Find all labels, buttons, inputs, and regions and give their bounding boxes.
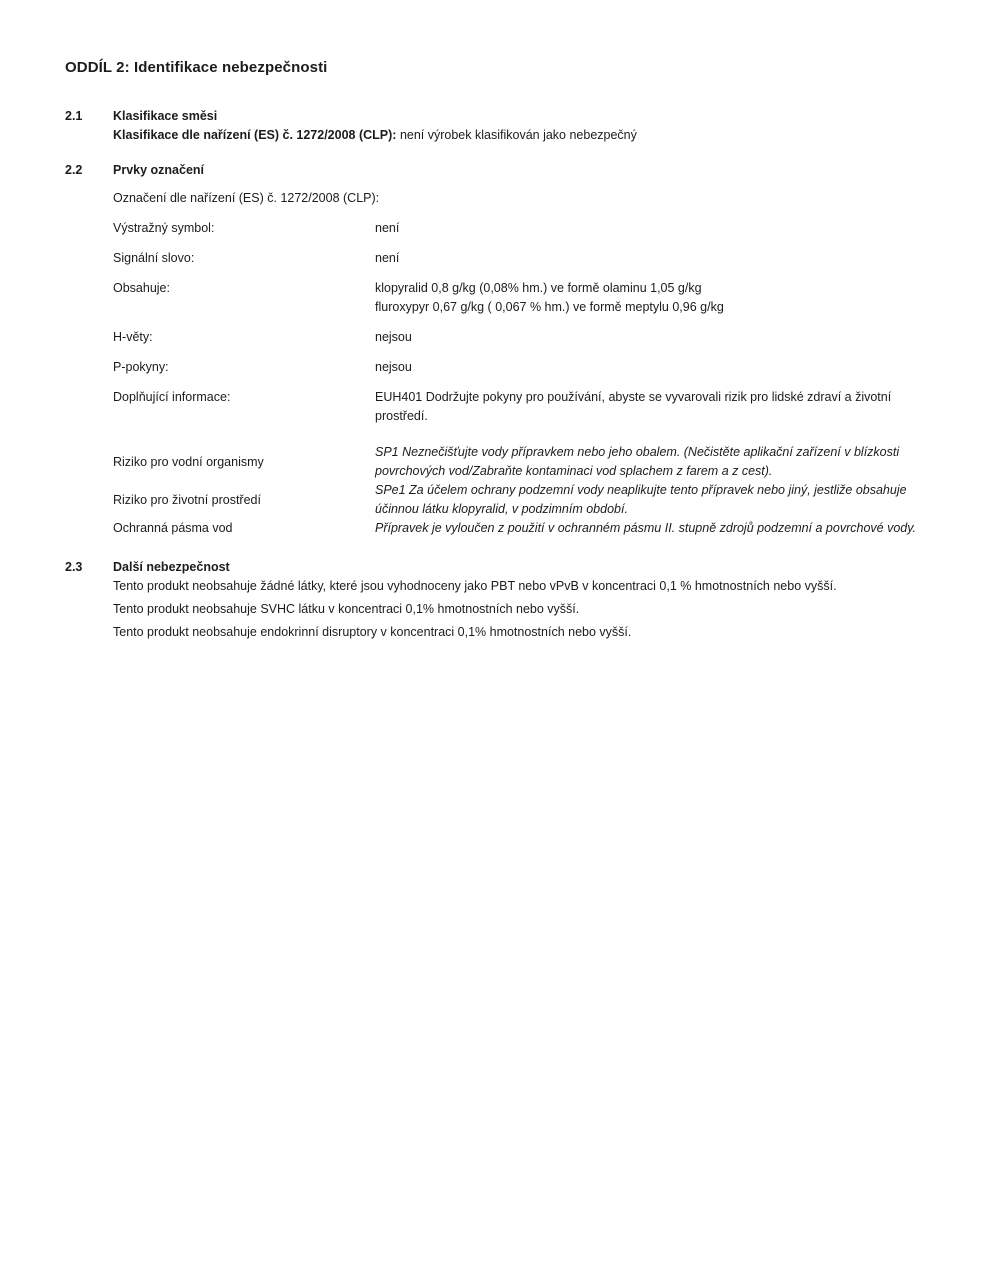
field-value: nejsou <box>375 360 412 374</box>
field-label: Výstražný symbol: <box>113 221 215 235</box>
section-2-3-body <box>113 577 925 642</box>
field-value: není <box>375 251 400 265</box>
section-2-3-number: 2.3 <box>65 560 83 574</box>
field-value-line: klopyralid 0,8 g/kg (0,08% hm.) ve formě olaminu 1,05 g/kg <box>375 281 702 295</box>
field-value: Přípravek je vyloučen z použití v ochranném pásmu II. stupně zdrojů podzemní a povrchové vody. <box>375 521 917 535</box>
classification-label: Klasifikace dle nařízení (ES) č. 1272/2008 (CLP): <box>113 128 397 142</box>
other-hazards-line: Tento produkt neobsahuje žádné látky, které jsou vyhodnoceny jako PBT nebo vPvB v koncentraci 0,1 % hmotnostních nebo vyšší. <box>113 579 837 593</box>
section-2-1-header <box>65 107 925 126</box>
field-label: Signální slovo: <box>113 251 195 265</box>
other-hazards-line: Tento produkt neobsahuje endokrinní disruptory v koncentraci 0,1% hmotnostních nebo vyšší. <box>113 625 632 639</box>
field-label: Doplňující informace: <box>113 390 231 404</box>
field-value-line: fluroxypyr 0,67 g/kg ( 0,067 % hm.) ve formě meptylu 0,96 g/kg <box>375 300 724 314</box>
field-row-contains <box>113 279 925 317</box>
field-row-h-statements <box>113 328 925 347</box>
section-2-3-header <box>65 558 925 577</box>
section-2-1-body <box>113 126 925 145</box>
field-label: H-věty: <box>113 330 153 344</box>
field-row-water-protection-zones <box>113 519 925 538</box>
section-2-2-number: 2.2 <box>65 163 83 177</box>
field-value: SP1 Neznečišťujte vody přípravkem nebo jeho obalem. (Nečistěte aplikační zařízení v blízkosti povrchových vod/Zabraňte kontaminaci vod splachem z farem a z cest). <box>375 445 900 478</box>
classification-line <box>113 126 925 145</box>
section-2-2-heading: Prvky označení <box>113 163 205 177</box>
section-2-3 <box>65 558 925 642</box>
field-label: Obsahuje: <box>113 281 170 295</box>
section-2-1-heading: Klasifikace směsi <box>113 109 218 123</box>
field-row-environment-risk <box>113 481 925 519</box>
field-label: Riziko pro životní prostředí <box>113 492 261 507</box>
field-value: EUH401 Dodržujte pokyny pro používání, abyste se vyvarovali rizik pro lidské zdraví a životní prostředí. <box>375 390 892 423</box>
field-value <box>375 279 924 317</box>
field-value: nejsou <box>375 330 412 344</box>
field-label: Ochranná pásma vod <box>113 521 233 535</box>
section-2-1-number: 2.1 <box>65 109 83 123</box>
field-row-p-statements <box>113 358 925 377</box>
field-row-aquatic-risk <box>113 443 925 481</box>
field-label: P-pokyny: <box>113 360 169 374</box>
section-2-2-header <box>65 161 925 180</box>
field-value: SPe1 Za účelem ochrany podzemní vody neaplikujte tento přípravek nebo jiný, jestliže obsahuje účinnou látku klopyralid, v podzimním období. <box>375 483 907 516</box>
field-value: není <box>375 221 400 235</box>
field-row-warning-symbol <box>113 219 925 238</box>
classification-value: není výrobek klasifikován jako nebezpečný <box>396 128 637 142</box>
section-2-3-heading: Další nebezpečnost <box>113 560 230 574</box>
section-2-2-body <box>113 189 925 538</box>
section-2-2 <box>65 161 925 538</box>
field-row-signal-word <box>113 249 925 268</box>
field-row-additional-info <box>113 388 925 426</box>
field-label: Riziko pro vodní organismy <box>113 454 264 469</box>
section-2-1 <box>65 107 925 145</box>
section-title: ODDÍL 2: Identifikace nebezpečnosti <box>65 59 328 76</box>
other-hazards-line: Tento produkt neobsahuje SVHC látku v koncentraci 0,1% hmotnostních nebo vyšší. <box>113 602 580 616</box>
labelling-intro: Označení dle nařízení (ES) č. 1272/2008 (CLP): <box>113 191 380 205</box>
labelling-rows <box>113 219 925 538</box>
